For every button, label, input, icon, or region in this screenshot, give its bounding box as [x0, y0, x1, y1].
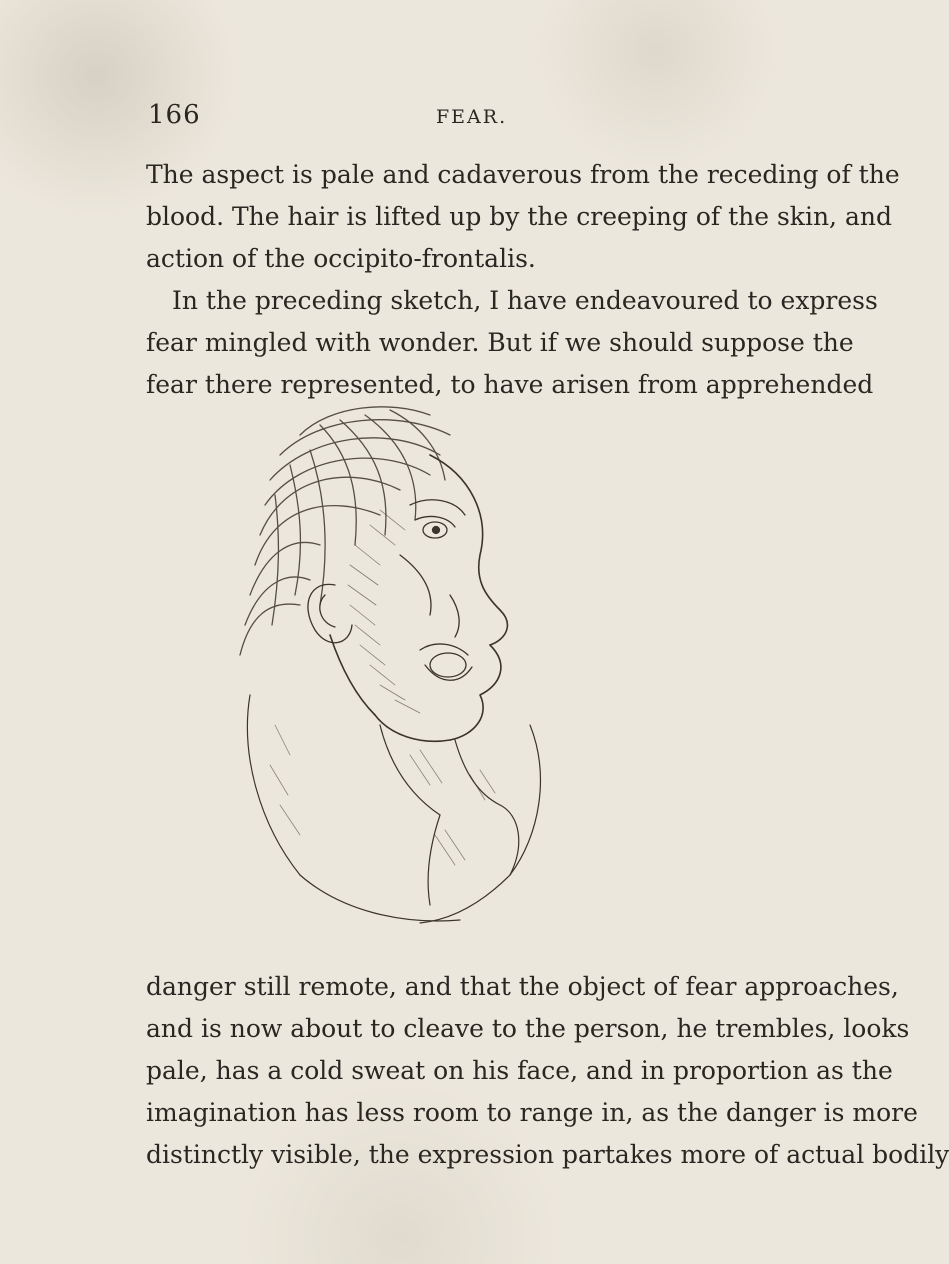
text-line: pale, has a cold sweat on his face, and in proportion as the — [146, 1056, 893, 1085]
text-line: The aspect is pale and cadaverous from the receding of the — [146, 160, 900, 189]
page-header — [148, 100, 708, 140]
text-line: blood. The hair is lifted up by the creeping of the skin, and — [146, 202, 892, 231]
text-block-top — [146, 154, 900, 406]
text-block-bottom — [146, 966, 949, 1176]
text-line: and is now about to cleave to the person, he trembles, looks — [146, 1014, 910, 1043]
text-line: fear there represented, to have arisen from apprehended — [146, 370, 874, 399]
running-title: FEAR. — [436, 106, 508, 128]
text-line: distinctly visible, the expression partakes more of actual bodily — [146, 1140, 949, 1169]
page-number: 166 — [148, 100, 201, 130]
engraving-terrified-face-illustration-icon — [180, 395, 630, 935]
text-line: In the preceding sketch, I have endeavoured to express — [172, 286, 878, 315]
text-line: fear mingled with wonder. But if we should suppose the — [146, 328, 854, 357]
text-line: imagination has less room to range in, as the danger is more — [146, 1098, 918, 1127]
text-line: action of the occipito-frontalis. — [146, 244, 536, 273]
illustration — [180, 395, 630, 935]
text-line: danger still remote, and that the object of fear approaches, — [146, 972, 899, 1001]
